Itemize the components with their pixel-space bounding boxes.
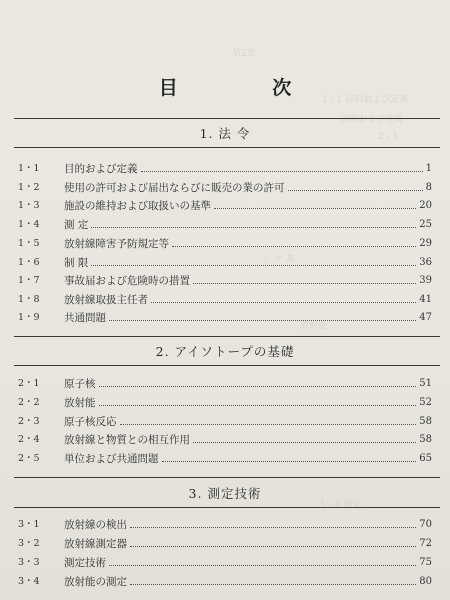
entry-page: 36 xyxy=(419,257,432,268)
entry-number: 3・4 xyxy=(18,576,40,587)
entry-title: 制 限 xyxy=(64,257,89,269)
entry-number: 2・5 xyxy=(18,453,40,464)
entry-number: 2・3 xyxy=(18,416,40,427)
section-title: 2. アイソトープの基礎 xyxy=(155,344,295,359)
section-1-header xyxy=(0,124,450,142)
entry-number: 1・5 xyxy=(18,238,40,249)
entry-title: 放射線測定器 xyxy=(64,538,127,550)
entry-title: 測定技術 xyxy=(64,557,106,569)
entry-title: 測 定 xyxy=(64,219,89,231)
toc-entry[interactable] xyxy=(18,394,432,410)
entry-number: 1・3 xyxy=(18,200,40,211)
entry-page: 52 xyxy=(419,397,432,408)
entry-page: 75 xyxy=(419,557,432,568)
dot-leader xyxy=(130,546,416,547)
entry-number: 2・1 xyxy=(18,378,40,389)
entry-number: 1・9 xyxy=(18,312,40,323)
entry-number: 1・8 xyxy=(18,294,40,305)
entry-title: 放射線の検出 xyxy=(64,519,127,531)
entry-number: 3・3 xyxy=(18,557,40,568)
entry-page: 58 xyxy=(419,416,432,427)
toc-entry[interactable] xyxy=(18,197,432,213)
entry-page: 70 xyxy=(419,519,432,530)
entry-title: 目的および定義 xyxy=(64,163,138,175)
toc-entry[interactable] xyxy=(18,272,432,288)
entry-title: 使用の許可および届出ならびに販売の業の許可 xyxy=(64,182,285,194)
entry-page: 80 xyxy=(419,576,432,587)
toc-entry[interactable] xyxy=(18,235,432,251)
entry-page: 8 xyxy=(425,182,432,193)
entry-number: 1・7 xyxy=(18,275,40,286)
dot-leader xyxy=(193,283,416,284)
dot-leader xyxy=(151,302,416,303)
section-1-bottom-rule xyxy=(14,147,440,148)
entry-page: 29 xyxy=(419,238,432,249)
entry-page: 20 xyxy=(419,200,432,211)
dot-leader xyxy=(99,386,417,387)
dot-leader xyxy=(91,265,416,266)
toc-entry[interactable] xyxy=(18,179,432,195)
section-3-top-rule xyxy=(14,477,440,478)
entry-title: 原子核反応 xyxy=(64,416,117,428)
toc-entry[interactable] xyxy=(18,309,432,325)
toc-entry[interactable] xyxy=(18,375,432,391)
entry-title: 単位および共通問題 xyxy=(64,453,159,465)
bleed-through-6: ジ ア 基 xyxy=(262,255,295,265)
entry-page: 25 xyxy=(419,219,432,230)
section-2-top-rule xyxy=(14,336,440,337)
entry-page: 51 xyxy=(419,378,432,389)
dot-leader xyxy=(141,171,423,172)
bleed-through-7: 1・4 測定 xyxy=(320,501,362,511)
toc-entry[interactable] xyxy=(18,573,432,589)
entry-title: 事故届および危険時の措置 xyxy=(64,275,190,287)
toc-entry[interactable] xyxy=(18,450,432,466)
toc-entry[interactable] xyxy=(18,554,432,570)
dot-leader xyxy=(130,527,416,528)
entry-title: 共通問題 xyxy=(64,312,106,324)
entry-number: 3・2 xyxy=(18,538,40,549)
bleed-through-2: 1 - 1 目的および定義 xyxy=(322,95,409,105)
toc-entry[interactable] xyxy=(18,413,432,429)
dot-leader xyxy=(91,227,416,228)
section-1-top-rule xyxy=(14,118,440,119)
entry-number: 2・2 xyxy=(18,397,40,408)
section-2-header xyxy=(0,342,450,360)
section-title: 1. 法 令 xyxy=(199,126,251,141)
section-3-bottom-rule xyxy=(14,507,440,508)
dot-leader xyxy=(288,190,423,191)
entry-title: 原子核 xyxy=(64,378,96,390)
bleed-through-1: 第2章 xyxy=(232,49,256,59)
entry-number: 1・2 xyxy=(18,182,40,193)
toc-entry[interactable] xyxy=(18,216,432,232)
entry-title: 放射能 xyxy=(64,397,96,409)
section-3-header xyxy=(0,484,450,502)
entry-page: 1 xyxy=(425,163,432,174)
entry-title: 放射線障害予防規定等 xyxy=(64,238,169,250)
entry-number: 1・1 xyxy=(18,163,40,174)
toc-entry[interactable] xyxy=(18,431,432,447)
entry-number: 1・4 xyxy=(18,219,40,230)
entry-page: 47 xyxy=(419,312,432,323)
entry-title: 放射線取扱主任者 xyxy=(64,294,148,306)
entry-title: 放射線と物質との相互作用 xyxy=(64,434,190,446)
entry-title: 放射能の測定 xyxy=(64,576,127,588)
dot-leader xyxy=(130,584,416,585)
dot-leader xyxy=(109,565,416,566)
toc-entry[interactable] xyxy=(18,160,432,176)
entry-page: 72 xyxy=(419,538,432,549)
entry-page: 41 xyxy=(419,294,432,305)
toc-title: 目 次 xyxy=(158,77,336,99)
toc-entry[interactable] xyxy=(18,254,432,270)
bleed-through-3: 目的および定義 xyxy=(340,115,404,125)
toc-entry[interactable] xyxy=(18,535,432,551)
section-title: 3. 測定技術 xyxy=(188,486,262,501)
entry-title: 施設の維持および取扱いの基準 xyxy=(64,200,211,212)
dot-leader xyxy=(193,442,416,443)
bleed-through-5: 放射能 xyxy=(300,321,328,331)
dot-leader xyxy=(120,424,417,425)
entry-number: 2・4 xyxy=(18,434,40,445)
dot-leader xyxy=(172,246,416,247)
dot-leader xyxy=(162,461,417,462)
entry-page: 58 xyxy=(419,434,432,445)
toc-entry[interactable] xyxy=(18,291,432,307)
toc-entry[interactable] xyxy=(18,516,432,532)
section-2-bottom-rule xyxy=(14,365,440,366)
entry-number: 1・6 xyxy=(18,257,40,268)
dot-leader xyxy=(214,208,416,209)
dot-leader xyxy=(109,320,416,321)
entry-page: 65 xyxy=(419,453,432,464)
dot-leader xyxy=(99,405,417,406)
entry-page: 39 xyxy=(419,275,432,286)
bleed-through-4: 2 - 1 xyxy=(378,132,399,142)
entry-number: 3・1 xyxy=(18,519,40,530)
